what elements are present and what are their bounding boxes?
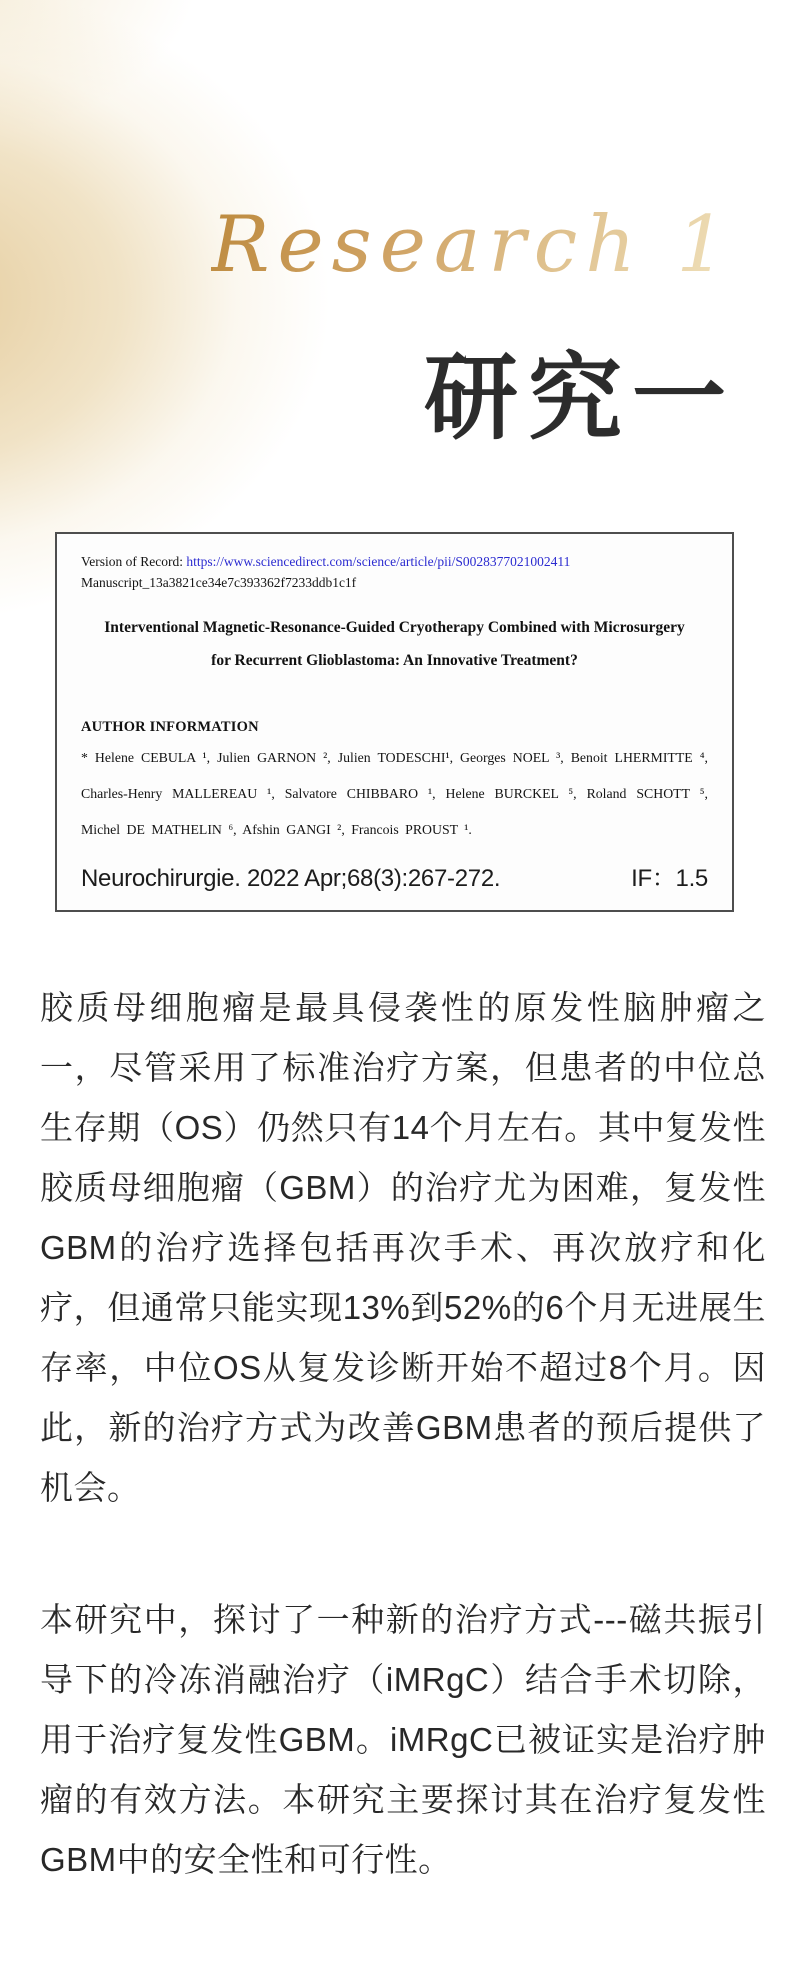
- research-cn-title: 研究一: [423, 343, 736, 453]
- author-list: * Helene CEBULA ¹, Julien GARNON ², Julien TODESCHI¹, Georges NOEL ³, Benoit LHERMITTE ⁴, Charles-Henry MALLEREAU ¹, Salvatore CHIBBARO ¹, Helene BURCKEL ⁵, Roland SCHOTT ⁵, Michel DE MATHELIN ⁶, Afshin GANGI ², Francois PROUST ¹.: [81, 750, 708, 837]
- research-script-title: Research 1: [210, 200, 734, 290]
- author-information-heading: AUTHOR INFORMATION: [81, 719, 259, 735]
- article-body: [40, 978, 766, 1890]
- version-of-record-line: [81, 551, 708, 572]
- paper-title-line2: for Recurrent Glioblastoma: An Innovative Treatment?: [211, 652, 578, 669]
- impact-factor: IF：1.5: [631, 865, 708, 892]
- journal-row: [81, 858, 708, 893]
- citation-box: [55, 532, 734, 912]
- paper-title-line1: Interventional Magnetic-Resonance-Guided Cryotherapy Combined with Microsurgery: [104, 619, 685, 636]
- paragraph-background: 胶质母细胞瘤是最具侵袭性的原发性脑肿瘤之一，尽管采用了标准治疗方案，但患者的中位总生存期（OS）仍然只有14个月左右。其中复发性胶质母细胞瘤（GBM）的治疗尤为困难，复发性GBM的治疗选择包括再次手术、再次放疗和化疗，但通常只能实现13%到52%的6个月无进展生存率，中位OS从复发诊断开始不超过8个月。因此，新的治疗方式为改善GBM患者的预后提供了机会。: [40, 989, 766, 1506]
- sciencedirect-link[interactable]: https://www.sciencedirect.com/science/article/pii/S0028377021002411: [186, 554, 571, 569]
- paragraph-study-intro: 本研究中，探讨了一种新的治疗方式---磁共振引导下的冷冻消融治疗（iMRgC）结合手术切除，用于治疗复发性GBM。iMRgC已被证实是治疗肿瘤的有效方法。本研究主要探讨其在治疗复发性GBM中的安全性和可行性。: [40, 1601, 766, 1878]
- journal-citation: Neurochirurgie. 2022 Apr;68(3):267-272.: [81, 865, 501, 892]
- paper-title: [81, 611, 708, 677]
- version-label: Version of Record:: [81, 554, 187, 569]
- manuscript-id-line: Manuscript_13a3821ce34e7c393362f7233ddb1c1f: [81, 575, 357, 590]
